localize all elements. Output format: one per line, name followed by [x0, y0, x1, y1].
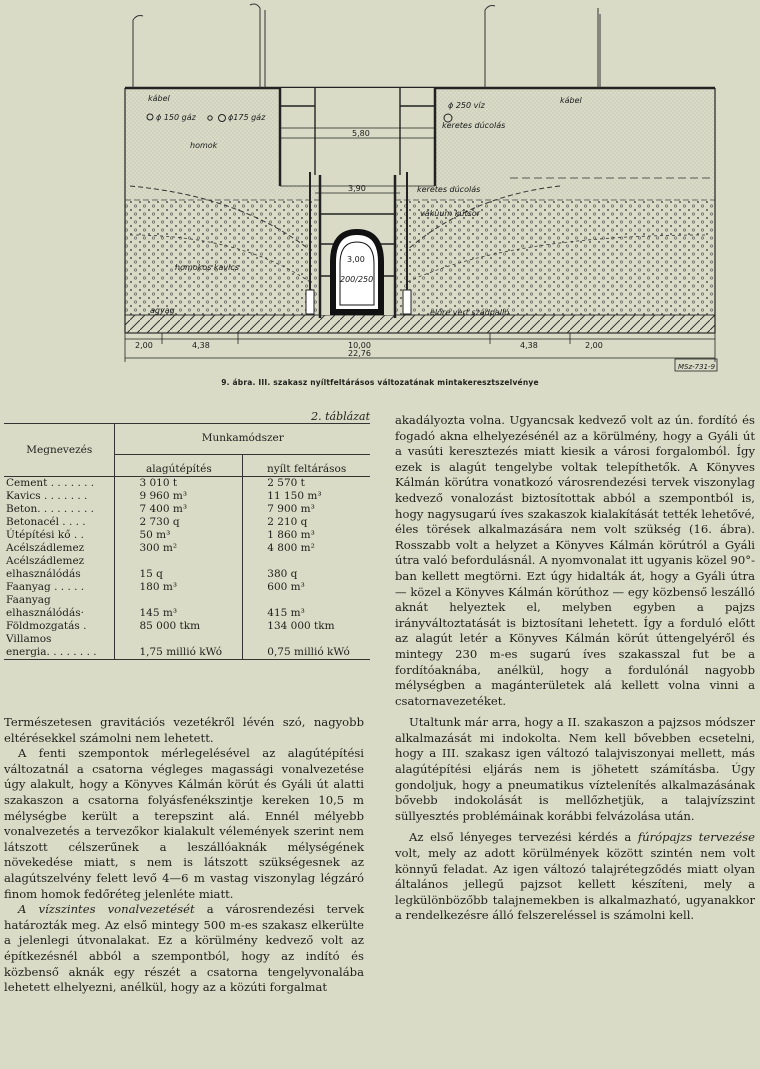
table-row [4, 555, 370, 568]
label-width-580: 5,80 [352, 129, 370, 138]
label-homok: homok [190, 141, 218, 150]
row-v1: 15 q [115, 568, 243, 581]
header-col2: nyílt feltárásos [243, 454, 370, 476]
row-v2: 7 900 m³ [267, 503, 315, 515]
table-row [4, 490, 370, 503]
lamp-post-right [485, 6, 600, 89]
row-name: Acélszádlemez [4, 555, 115, 568]
row-v2 [243, 594, 370, 607]
table-title: 2. táblázat [311, 410, 370, 423]
row-v1: 300 m² [115, 542, 243, 555]
row-v1 [115, 633, 243, 646]
label-sheet-pile: előre vert szádpalló [430, 308, 510, 317]
row-v2 [243, 633, 370, 646]
row-v2: 11 150 m³ [267, 490, 322, 502]
row-name: Acélszádlemez [4, 542, 115, 555]
label-dim-438-left: 4,38 [192, 341, 210, 350]
table-row [4, 529, 370, 542]
paragraph: Utaltunk már arra, hogy a II. szakaszon a pajzsos módszer alkalmazását mi indokolta. Nem kell bővebben ecsetelni, hogy a III. szakasz igen változó talajviszonyai mellett, más alagútépítési eljárás nem is jöhetett számításba. Úgy gondoljuk, hogy a pneumatikus víztelenítés alkalmazásának bővebb indokolását is mellőzhetjük, a talajvízszint süllyesztés problémáinak korábbi felvázolása után. [395, 715, 755, 823]
table-row [4, 503, 370, 516]
row-name: Beton. . . . . . . . . [4, 503, 115, 516]
row-name: Villamos [4, 633, 115, 646]
label-kabel-left: kábel [148, 94, 170, 103]
left-text-column [4, 715, 364, 996]
label-agyag: agyag [150, 306, 175, 315]
table-row [4, 568, 370, 581]
label-keretes-mid: keretes dúcolás [417, 185, 481, 194]
row-v2: 2 210 q [267, 516, 308, 528]
row-v2: 2 570 t [267, 477, 305, 489]
paragraph-rest: a városrendezési tervek határozták meg. Az első mintegy 500 m-es szakasz elkerülte a jelenlegi útvonalakat. Ez a körülmény kedvező volt az építkezésnél abból a szempontból, hogy az indító és közbenső aknák egy részét a csatorna tengelyvonalába lehetett elhelyezni, anélkül, hogy az a közúti forgalmat [4, 902, 364, 995]
label-dim-1000: 10,00 [348, 341, 371, 350]
row-v1: 7 400 m³ [115, 503, 243, 516]
row-v1 [115, 594, 243, 607]
table-row [4, 620, 370, 633]
label-kabel-right: kábel [560, 96, 582, 105]
row-name: elhasználódás [4, 568, 115, 581]
sewer-pipe [333, 232, 381, 312]
emphasis: fúrópajzs tervezése [637, 830, 755, 845]
label-stamp: MSz-731-9 [678, 363, 716, 371]
row-v2: 134 000 tkm [267, 620, 335, 632]
paragraph-rest: volt, mely az adott körülmények között szintén nem volt könnyű feladat. Az igen változó talajrétegződés miatt olyan általános jellegű pajzsot kellett készíteni, mely a legkülönbözőbb talajnemekben is alkalmazható, ugyanakkor a rendelkezésre álló felszereléssel is számolni kell. [395, 846, 755, 923]
row-v2: 0,75 millió kWó [243, 646, 370, 660]
row-name: Kavics . . . . . . . [4, 490, 115, 503]
row-name: elhasználódás· [4, 607, 115, 620]
emphasis: A vízszintes vonalvezetését [18, 902, 195, 917]
cross-section-figure [120, 0, 760, 380]
label-dim-438-right: 4,38 [520, 341, 538, 350]
row-name: Földmozgatás . [4, 620, 115, 633]
row-v1 [115, 555, 243, 568]
row-v1: 1,75 millió kWó [115, 646, 243, 660]
label-width-390: 3,90 [348, 184, 366, 193]
table-row [4, 594, 370, 607]
row-name: Útépítési kő . . [4, 529, 115, 542]
row-v2: 600 m³ [267, 581, 305, 593]
header-col1: alagútépítés [115, 454, 243, 476]
row-v2: 4 800 m² [267, 542, 315, 554]
row-name: Betonacél . . . . [4, 516, 115, 529]
right-text-column [395, 413, 755, 924]
row-v2: 1 860 m³ [267, 529, 315, 541]
row-v2: 380 q [267, 568, 298, 580]
paragraph: Természetesen gravitációs vezetékről lévén szó, nagyobb eltérésekkel számolni nem lehetett. [4, 715, 364, 745]
row-v1: 50 m³ [115, 529, 243, 542]
row-v2 [243, 555, 370, 568]
label-dim-2276: 22,76 [348, 349, 371, 358]
materials-table [4, 423, 370, 660]
table-row [4, 516, 370, 529]
row-name: Faanyag . . . . . [4, 581, 115, 594]
label-dim-200-right: 2,00 [585, 341, 603, 350]
paragraph [4, 902, 364, 996]
label-pipe-size: 200/250 [340, 275, 374, 284]
table-row [4, 607, 370, 620]
header-group: Munkamódszer [115, 424, 370, 455]
label-gaz150: ϕ 150 gáz [156, 113, 196, 122]
row-v2: 415 m³ [267, 607, 305, 619]
row-v1: 2 730 q [115, 516, 243, 529]
lamp-post-left [133, 4, 265, 88]
row-name: Cement . . . . . . . [4, 477, 115, 491]
table-row [4, 477, 370, 491]
row-name: energia. . . . . . . . [4, 646, 115, 660]
table-row [4, 581, 370, 594]
paragraph: akadályozta volna. Ugyancsak kedvező volt az ún. fordító és fogadó akna elhelyezésénél az a körülmény, hogy a Gyáli út a vasúti keresztezés miatt kiesik a városi forgalomból. Így ezek is alagút tengelybe voltak telepíthetők. A Könyves Kálmán körútra vonatkozó városrendezési tervek viszonylag kedvező vonalozást biztosítottak abból a szempontból is, hogy nagysugarú íves szakaszok kialakítását tették lehetővé, éles törések alkalmazására nem volt szükség (16. ábra). Rosszabb volt a helyzet a Könyves Kálmán körútról a Gyáli útra való befordulásnál. A nyomvonalat itt ugyanis közel 90°-ban kellett megtörni. Ezt úgy hidalták át, hogy a Gyáli útra — közel a Könyves Kálmán körúthoz — egy közbenső leszálló aknát helyeztek el, melyben egyben a pajzs irányváltoztatását is biztosítani lehetett. Így a forduló előtt az alagút letér a Könyves Kálmán körút úttengelyéről és mintegy 230 m-es sugarú íves szakasszal fut be a fordítóaknába, anélkül, hogy a fordulónál nagyobb mélységben a magánterületek alá kellett volna vinni a csatornavezetéket. [395, 413, 755, 708]
row-v1: 9 960 m³ [115, 490, 243, 503]
paragraph: A fenti szempontok mérlegelésével az alagútépítési változatnál a csatorna végleges magassági vonalvezetése úgy alakult, hogy a Könyves Kálmán körút és Gyáli út alatti szakaszon a csatorna folyásfenékszintje kereken 10,5 m mélységbe került a terepszint alá. Ennél mélyebb vonalvezetés a tervezőkor kialakult vélemények szerint nem látszott célszerűnek a leszállóaknák mélységének növekedése miatt, s nem is látszott szükségesnek az alagútszelvény felett levő 4—6 m vastag viszonylag légzáró finom homok fedőréteg jelenléte miatt. [4, 746, 364, 901]
paragraph [395, 830, 755, 924]
table-row [4, 542, 370, 555]
row-v1: 145 m³ [115, 607, 243, 620]
label-vakuum: vákuum kútsor [420, 209, 480, 218]
table-row [4, 633, 370, 646]
label-gaz175: ϕ175 gáz [228, 113, 266, 122]
label-homokos-kavics: homokos kavics [175, 263, 239, 272]
label-keretes-top: keretes dúcolás [442, 121, 506, 130]
row-name: Faanyag [4, 594, 115, 607]
row-v1: 85 000 tkm [115, 620, 243, 633]
clay-layer [125, 315, 715, 333]
label-pipe-300: 3,00 [347, 255, 365, 264]
label-dim-200-left: 2,00 [135, 341, 153, 350]
row-v1: 3 010 t [115, 477, 243, 491]
figure-caption: 9. ábra. III. szakasz nyíltfeltárásos változatának mintakeresztszelvénye [221, 378, 539, 387]
table-row [4, 646, 370, 660]
label-viz250: ϕ 250 víz [448, 101, 485, 110]
row-v1: 180 m³ [115, 581, 243, 594]
header-name: Megnevezés [4, 424, 115, 477]
paragraph-pre: Az első lényeges tervezési kérdés a [409, 830, 638, 845]
